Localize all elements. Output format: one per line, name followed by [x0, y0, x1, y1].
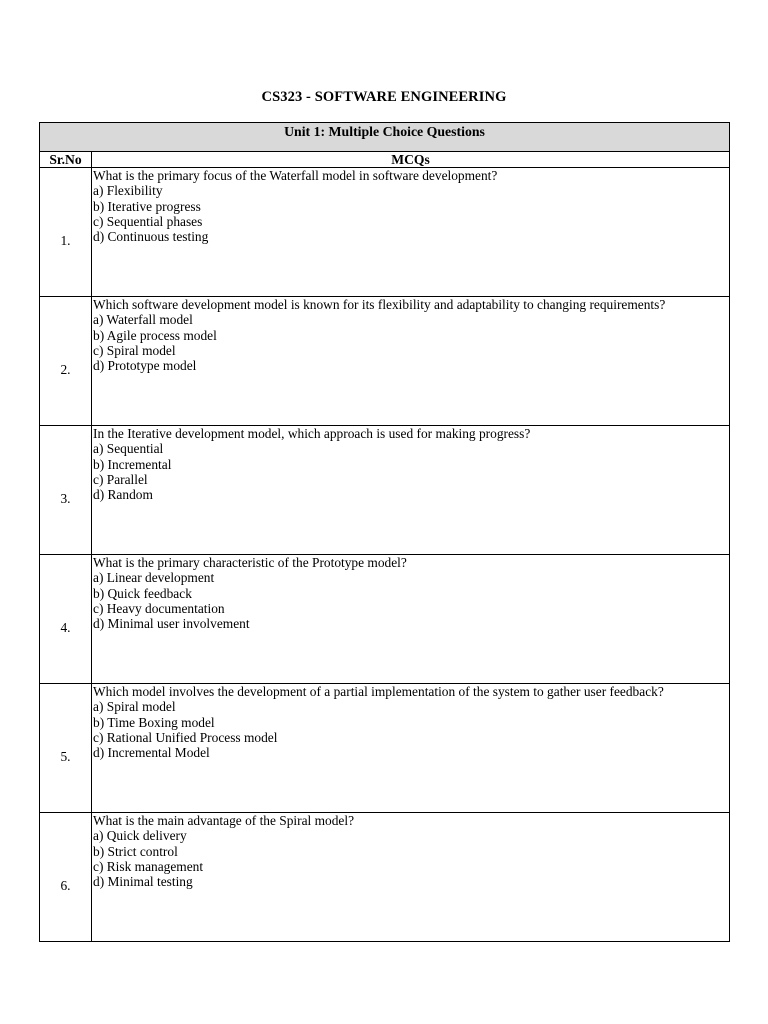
document-title: CS323 - SOFTWARE ENGINEERING — [261, 89, 507, 105]
question-text: What is the main advantage of the Spiral model? — [93, 813, 355, 828]
option-b: b) Incremental — [93, 456, 172, 472]
question-text: In the Iterative development model, which approach is used for making progress? — [93, 426, 531, 441]
option-c: c) Heavy documentation — [93, 600, 225, 616]
option-d: d) Minimal user involvement — [93, 616, 250, 632]
mcqs-header: MCQs — [92, 152, 730, 168]
unit-heading-cell — [40, 123, 730, 152]
question-cell — [92, 684, 730, 813]
option-d: d) Incremental Model — [93, 745, 210, 761]
question-row — [40, 555, 730, 684]
option-a: a) Flexibility — [93, 183, 163, 199]
question-text: Which model involves the development of a partial implementation of the system to gather user feedback? — [93, 684, 664, 699]
mcq-table — [39, 122, 730, 942]
option-d: d) Random — [93, 487, 153, 503]
question-row — [40, 684, 730, 813]
question-text: What is the primary characteristic of the Prototype model? — [93, 555, 407, 570]
option-d: d) Minimal testing — [93, 874, 193, 890]
option-a: a) Spiral model — [93, 699, 176, 715]
question-number: 1. — [60, 233, 71, 249]
option-d: d) Prototype model — [93, 358, 197, 374]
option-d: d) Continuous testing — [93, 229, 209, 245]
question-number: 2. — [60, 362, 71, 378]
question-number-cell — [40, 813, 92, 942]
option-a: a) Waterfall model — [93, 312, 193, 328]
question-number: 4. — [60, 620, 71, 636]
option-c: c) Parallel — [93, 471, 148, 487]
question-number-cell — [40, 555, 92, 684]
question-cell — [92, 555, 730, 684]
question-number-cell — [40, 297, 92, 426]
option-a: a) Quick delivery — [93, 828, 187, 844]
question-cell — [92, 813, 730, 942]
serial-header: Sr.No — [40, 152, 92, 168]
question-cell — [92, 426, 730, 555]
question-row — [40, 297, 730, 426]
question-number-cell — [40, 684, 92, 813]
option-c: c) Risk management — [93, 858, 204, 874]
option-b: b) Agile process model — [93, 327, 217, 343]
question-number: 3. — [60, 491, 71, 507]
option-b: b) Quick feedback — [93, 585, 192, 601]
unit-heading: Unit 1: Multiple Choice Questions — [284, 124, 485, 139]
question-number: 6. — [60, 878, 71, 894]
question-number-cell — [40, 426, 92, 555]
question-number: 5. — [60, 749, 71, 765]
unit-heading-row — [40, 123, 730, 152]
question-row — [40, 168, 730, 297]
question-row — [40, 813, 730, 942]
option-b: b) Strict control — [93, 843, 178, 859]
question-text: What is the primary focus of the Waterfall model in software development? — [93, 168, 498, 183]
option-a: a) Sequential — [93, 441, 164, 457]
option-c: c) Sequential phases — [93, 213, 203, 229]
question-row — [40, 426, 730, 555]
question-cell — [92, 297, 730, 426]
option-c: c) Spiral model — [93, 342, 176, 358]
question-number-cell — [40, 168, 92, 297]
column-header-row — [40, 152, 730, 168]
question-cell — [92, 168, 730, 297]
question-text: Which software development model is known for its flexibility and adaptability to changing requirements? — [93, 297, 666, 312]
option-c: c) Rational Unified Process model — [93, 729, 278, 745]
option-b: b) Time Boxing model — [93, 714, 215, 730]
option-a: a) Linear development — [93, 570, 215, 586]
option-b: b) Iterative progress — [93, 198, 201, 214]
